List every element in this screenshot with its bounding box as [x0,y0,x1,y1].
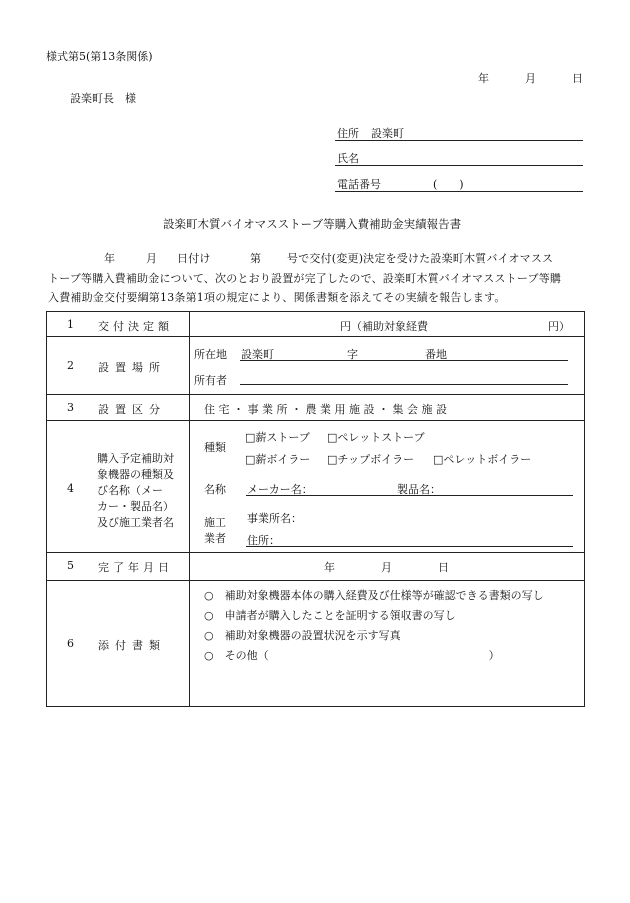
page-title: 設楽町木質バイオマスストーブ等購入費補助金実績報告書 [163,217,462,231]
applicant-phone-label: 電話番号 [337,178,381,191]
row2-number: 2 [67,359,74,372]
row6-number: 6 [67,637,74,650]
kind-wood-stove[interactable]: □薪ストーブ [245,431,310,444]
owner-label: 所有者 [194,374,227,387]
attachment-item-1: ○ 補助対象機器本体の購入経費及び仕様等が確認できる書類の写し [204,589,544,602]
location-label: 所在地 [194,348,227,361]
kind-label: 種類 [204,441,226,454]
row4-label-3: び名称（メー [97,484,163,497]
kind-pellet-boiler[interactable]: □ペレットボイラー [433,453,532,466]
office-name-label: 事業所名： [247,512,302,525]
maker-line [246,495,573,496]
body-line1: 号で交付(変更)決定を受けた設楽町木質バイオマスス [287,252,554,265]
owner-line [240,384,568,385]
body-line2: トーブ等購入費補助金について、次のとおり設置が完了したので、設楽町木質バイオマスストーブ等購 [48,272,562,285]
date-month-label: 月 [525,72,536,85]
location-town: 設楽町 [241,348,274,361]
location-banchi: 番地 [425,348,447,361]
kind-wood-boiler[interactable]: □薪ボイラー [245,453,311,466]
body-day: 日付け [177,252,211,265]
completion-month: 月 [381,561,392,574]
attachment-item-2: ○ 申請者が購入したことを証明する領収書の写し [204,609,456,622]
row1-yen-subsidy: 円） [548,320,570,333]
row5-label: 完了年月日 [98,561,173,574]
body-year: 年 [104,252,116,265]
applicant-name-label: 氏名 [337,152,359,165]
row2-label: 設置場所 [98,361,166,374]
installation-category: 住宅・事業所・農業用施設・集会施設 [204,403,451,416]
row3-number: 3 [67,401,74,414]
row6-label: 添付書類 [98,639,166,652]
location-line [240,360,568,361]
body-line3: 入費補助金交付要綱第13条第1項の規定により、関係書類を添えてその実績を報告します。 [48,291,506,304]
row1-label: 交付決定額 [98,320,173,333]
form-reference: 様式第5(第13条関係) [46,50,153,63]
completion-year: 年 [324,561,335,574]
row4-number: 4 [67,482,74,495]
addressee: 設楽町長 様 [70,92,136,105]
maker-label: メーカー名： [247,483,313,496]
completion-day: 日 [438,561,449,574]
kind-pellet-stove[interactable]: □ペレットストーブ [327,431,425,444]
row4-label-5: 及び施工業者名 [97,516,174,529]
product-label: 製品名： [397,483,441,496]
body-month: 月 [146,252,158,265]
applicant-address-label: 住所 [337,127,359,140]
contractor-label-2: 業者 [204,532,226,545]
row4-label-2: 象機器の種類及 [97,468,174,481]
product-name-label: 名称 [204,483,226,496]
date-year-label: 年 [478,72,489,85]
row4-label-1: 購入予定補助対 [97,452,174,465]
attachment-item-3: ○ 補助対象機器の設置状況を示す写真 [204,629,401,642]
row1-yen-amount: 円（補助対象経費 [340,320,428,333]
contractor-address-label: 住所： [247,534,280,547]
row1-number: 1 [67,318,74,331]
contractor-address-line [246,546,573,547]
location-aza: 字 [347,348,358,361]
kind-chip-boiler[interactable]: □チップボイラー [327,453,415,466]
row4-label-4: カー・製品名） [97,500,174,513]
applicant-address-line [335,140,583,141]
contractor-label-1: 施工 [204,516,226,529]
row5-number: 5 [67,559,74,572]
row3-label: 設置区分 [98,403,166,416]
applicant-phone-line [335,191,583,192]
applicant-name-line [335,165,583,166]
applicant-phone-paren: ( ) [433,178,464,191]
date-day-label: 日 [572,72,583,85]
attachment-item-4: ○ その他（ ） [204,649,500,662]
body-number-prefix: 第 [250,252,262,265]
applicant-address-value: 設楽町 [371,127,404,140]
